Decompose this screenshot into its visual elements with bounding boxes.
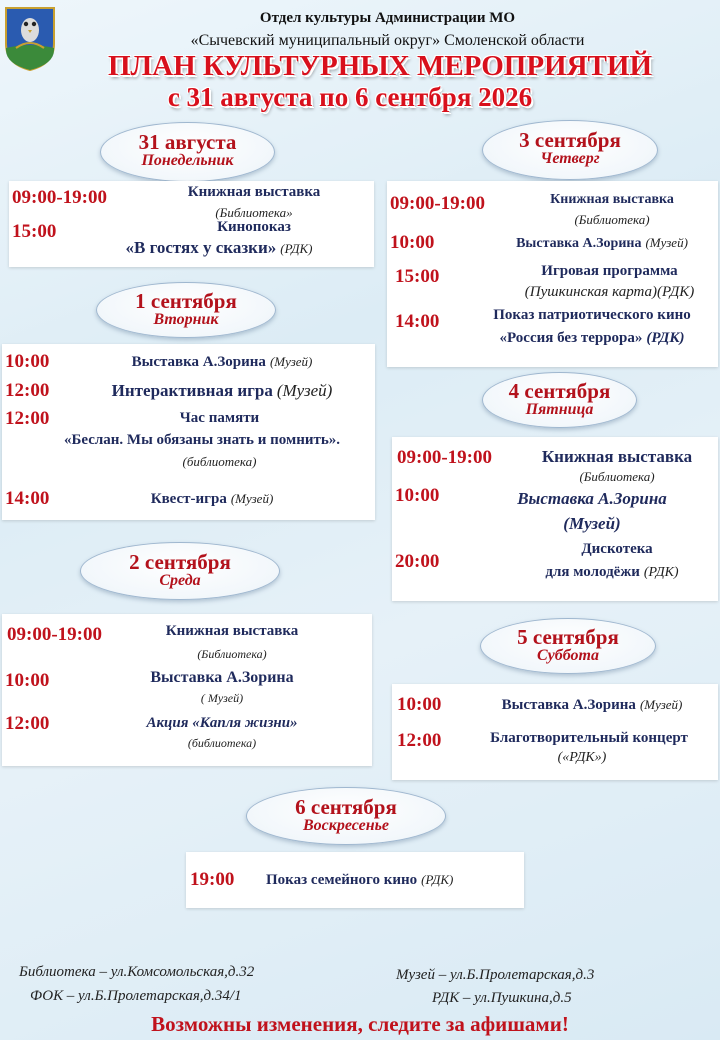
event-subtitle: «В гостях у сказки» — [125, 238, 277, 257]
event-title: Дискотека — [581, 541, 653, 557]
event-place: ( Музей) — [200, 691, 244, 705]
event-line — [512, 563, 712, 581]
events-box-sep-2 — [2, 614, 372, 766]
event-title: Книжная выставка — [541, 447, 693, 466]
day-oval-sep-4 — [482, 372, 637, 428]
day-date: 4 сентября — [508, 379, 611, 403]
day-oval-sep-1 — [96, 282, 276, 338]
event-place: («РДК») — [557, 750, 607, 765]
event-time: 14:00 — [5, 488, 50, 509]
event-time: 12:00 — [5, 713, 50, 734]
page-title: ПЛАН КУЛЬТУРНЫХ МЕРОПРИЯТИЙ — [107, 50, 653, 82]
event-line — [472, 696, 712, 714]
event-time: 09:00-19:00 — [12, 187, 107, 208]
event-line — [266, 871, 516, 889]
event-time: 09:00-19:00 — [397, 447, 492, 468]
event-title: Выставка А.Зорина — [501, 697, 636, 713]
day-weekday: Понедельник — [141, 152, 234, 169]
event-place: (Музей) — [269, 354, 313, 369]
address-fok: ФОК – ул.Б.Пролетарская,д.34/1 — [30, 988, 242, 1004]
address-library: Библиотека – ул.Комсомольская,д.32 — [19, 964, 255, 980]
day-date: 2 сентября — [129, 550, 231, 574]
event-title: Книжная выставка — [165, 623, 299, 639]
day-oval-sep-6 — [246, 787, 446, 845]
event-subtitle: «Россия без террора» — [499, 330, 643, 346]
event-place: (РДК) — [280, 241, 313, 256]
event-line — [69, 238, 369, 258]
day-weekday: Среда — [159, 572, 201, 589]
events-box-sep-1 — [2, 344, 375, 520]
event-time: 10:00 — [397, 694, 442, 715]
day-oval-aug-31 — [100, 122, 275, 182]
events-box-sep-3 — [387, 181, 718, 367]
header-line-2: «Сычевский муниципальный округ» Смоленской области — [190, 32, 585, 49]
event-time: 20:00 — [395, 551, 440, 572]
event-place: (Библиотека) — [197, 647, 267, 661]
event-title: Игровая программа — [541, 263, 678, 279]
event-title: Выставка А.Зорина — [516, 236, 642, 251]
event-title: Книжная выставка — [187, 184, 321, 200]
address-museum: Музей – ул.Б.Пролетарская,д.3 — [396, 967, 595, 983]
event-place: (библиотека) — [187, 736, 257, 750]
event-place: (Пушкинская карта)(РДК) — [524, 284, 695, 300]
event-subtitle: «Беслан. Мы обязаны знать и помнить». — [63, 432, 341, 448]
day-oval-sep-5 — [480, 618, 656, 674]
page-subtitle: с 31 августа по 6 сентбря 2026 — [167, 82, 533, 112]
event-title: Книжная выставка — [550, 192, 674, 207]
event-title: Выставка А.Зорина — [150, 669, 294, 686]
event-line — [82, 490, 342, 508]
event-place: (Библиотека) — [574, 212, 650, 227]
day-weekday: Четверг — [540, 150, 600, 167]
event-place: (Музей) — [639, 697, 683, 712]
day-weekday: Вторник — [153, 311, 219, 328]
day-date: 5 сентября — [517, 625, 619, 649]
event-place: (Библиотека» — [215, 205, 293, 220]
footer-notice: Возможны изменения, следите за афишами! — [151, 1012, 569, 1036]
event-time: 10:00 — [395, 485, 440, 506]
event-line — [72, 381, 372, 401]
event-place: (РДК) — [643, 565, 679, 580]
header-line-1: Отдел культуры Администрации МО — [259, 10, 516, 26]
address-rdk: РДК – ул.Пушкина,д.5 — [432, 990, 572, 1006]
event-time: 10:00 — [5, 351, 50, 372]
event-title: Квест-игра — [150, 491, 227, 507]
event-time: 12:00 — [5, 408, 50, 429]
event-title: Выставка А.Зорина — [517, 489, 667, 508]
event-title: Благотворительный концерт — [490, 730, 688, 746]
event-place: (Музей) — [276, 381, 333, 400]
event-place: (РДК) — [646, 330, 685, 346]
day-weekday: Суббота — [537, 647, 599, 664]
event-time: 12:00 — [397, 730, 442, 751]
events-box-aug-31 — [9, 181, 374, 267]
event-place: (Библиотека) — [579, 469, 655, 484]
event-title: Показ патриотического кино — [493, 307, 691, 323]
event-place: (Музей) — [230, 491, 274, 506]
event-place: (Музей) — [563, 514, 621, 533]
day-date: 31 августа — [138, 130, 237, 154]
event-time: 10:00 — [5, 670, 50, 691]
day-date: 3 сентября — [519, 128, 621, 152]
event-title: Выставка А.Зорина — [131, 354, 266, 370]
event-time: 09:00-19:00 — [390, 193, 485, 214]
day-date: 6 сентября — [295, 795, 397, 819]
event-place: (библиотека) — [182, 454, 257, 469]
day-oval-sep-2 — [80, 542, 280, 600]
event-title: Показ семейного кино — [266, 872, 418, 888]
event-time: 19:00 — [190, 869, 235, 890]
day-date: 1 сентября — [135, 289, 237, 313]
events-box-sep-4 — [392, 437, 718, 601]
event-time: 15:00 — [12, 221, 57, 242]
event-time: 14:00 — [395, 311, 440, 332]
event-time: 15:00 — [395, 266, 440, 287]
day-oval-sep-3 — [482, 120, 658, 180]
events-box-sep-6 — [186, 852, 524, 908]
event-place: (Музей) — [645, 235, 688, 250]
event-line — [82, 353, 362, 371]
events-box-sep-5 — [392, 684, 718, 780]
event-title: Акция «Капля жизни» — [146, 715, 298, 731]
event-time: 10:00 — [390, 232, 435, 253]
event-title: Интерактивная игра — [111, 381, 273, 400]
day-weekday: Пятница — [525, 401, 594, 418]
day-weekday: Воскресенье — [302, 817, 390, 834]
event-time: 12:00 — [5, 380, 50, 401]
event-place: (РДК) — [421, 872, 454, 887]
event-time: 09:00-19:00 — [7, 624, 102, 645]
event-line — [487, 234, 717, 252]
event-subtitle: для молодёжи — [545, 564, 640, 580]
event-title: Кинопоказ — [217, 219, 291, 235]
event-line — [467, 329, 717, 347]
event-title: Час памяти — [179, 410, 260, 426]
